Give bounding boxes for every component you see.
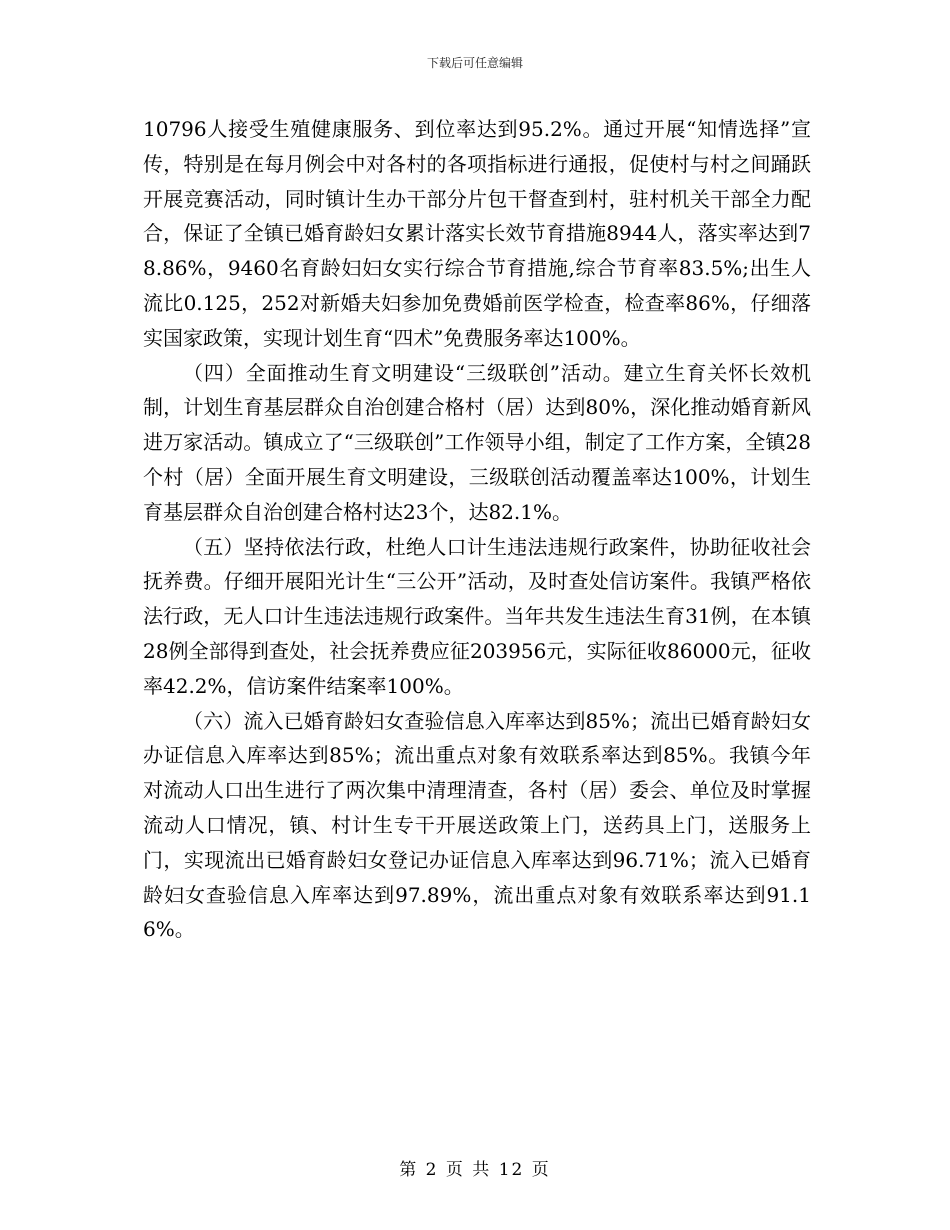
page-number-footer: 第 2 页 共 12 页 <box>399 1160 551 1180</box>
paragraph-section-5: （五）坚持依法行政，杜绝人口计生违法违规行政案件，协助征收社会抚养费。仔细开展阳光计生“三公开”活动，及时查处信访案件。我镇严格依法行政，无人口计生违法违规行政案件。当年共发生违法生育31例，在本镇28例全部得到查处，社会抚养费应征203956元，实际征收86000元，征收率42.2%，信访案件结案率100%。 <box>143 534 811 698</box>
page-header: 下载后可任意编辑 <box>426 56 523 70</box>
paragraph-section-6: （六）流入已婚育龄妇女查验信息入库率达到85%；流出已婚育龄妇女办证信息入库率达到85%；流出重点对象有效联系率达到85%。我镇今年对流动人口出生进行了两次集中清理清查，各村（居）委会、单位及时掌握流动人口情况，镇、村计生专干开展送政策上门，送药具上门，送服务上门，实现流出已婚育龄妇女登记办证信息入库率达到96.71%；流入已婚育龄妇女查验信息入库率达到97.89%，流出重点对象有效联系率达到91.16%。 <box>143 708 811 942</box>
document-body <box>143 112 811 947</box>
paragraph-section-4: （四）全面推动生育文明建设“三级联创”活动。建立生育关怀长效机制，计划生育基层群众自治创建合格村（居）达到80%，深化推动婚育新风进万家活动。镇成立了“三级联创”工作领导小组，制定了工作方案，全镇28个村（居）全面开展生育文明建设，三级联创活动覆盖率达100%，计划生育基层群众自治创建合格村达23个，达82.1%。 <box>143 360 811 524</box>
paragraph-continued: 10796人接受生殖健康服务、到位率达到95.2%。通过开展“知情选择”宣传，特别是在每月例会中对各村的各项指标进行通报，促使村与村之间踊跃开展竞赛活动，同时镇计生办干部分片包干督查到村，驻村机关干部全力配合，保证了全镇已婚育龄妇女累计落实长效节育措施8944人，落实率达到78.86%，9460名育龄妇妇女实行综合节育措施,综合节育率83.5%;出生人流比0.125，252对新婚夫妇参加免费婚前医学检查，检查率86%，仔细落实国家政策，实现计划生育“四术”免费服务率达100%。 <box>143 117 811 350</box>
